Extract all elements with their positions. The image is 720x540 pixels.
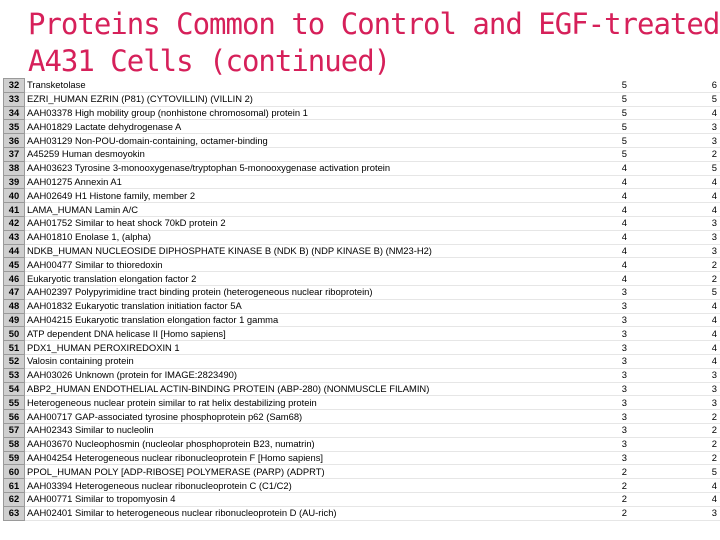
protein-name-cell: NDKB_HUMAN NUCLEOSIDE DIPHOSPHATE KINASE B (NDK B) (NDP KINASE B) (NM23-H2) xyxy=(25,244,568,258)
table-row xyxy=(4,299,720,313)
table-row xyxy=(4,492,720,506)
control-count-cell: 4 xyxy=(567,189,647,203)
table-body xyxy=(4,79,720,521)
protein-name-cell: AAH03378 High mobility group (nonhistone chromosomal) protein 1 xyxy=(25,106,568,120)
row-number-cell: 60 xyxy=(4,465,25,479)
egf-count-cell: 3 xyxy=(647,396,720,410)
control-count-cell: 4 xyxy=(567,216,647,230)
control-count-cell: 4 xyxy=(567,203,647,217)
control-count-cell: 2 xyxy=(567,479,647,493)
protein-name-cell: AAH03026 Unknown (protein for IMAGE:2823490) xyxy=(25,368,568,382)
table-row xyxy=(4,341,720,355)
row-number-cell: 56 xyxy=(4,410,25,424)
row-number-cell: 63 xyxy=(4,506,25,520)
protein-name-cell: AAH01832 Eukaryotic translation initiation factor 5A xyxy=(25,299,568,313)
row-number-cell: 38 xyxy=(4,161,25,175)
table-row xyxy=(4,506,720,520)
protein-name-cell: AAH03129 Non-POU-domain-containing, octamer-binding xyxy=(25,134,568,148)
egf-count-cell: 4 xyxy=(647,313,720,327)
egf-count-cell: 3 xyxy=(647,368,720,382)
protein-name-cell: AAH04254 Heterogeneous nuclear ribonucleoprotein F [Homo sapiens] xyxy=(25,451,568,465)
row-number-cell: 46 xyxy=(4,272,25,286)
protein-name-cell: AAH03623 Tyrosine 3-monooxygenase/tryptophan 5-monooxygenase activation protein xyxy=(25,161,568,175)
egf-count-cell: 3 xyxy=(647,244,720,258)
protein-name-cell: AAH00717 GAP-associated tyrosine phosphoprotein p62 (Sam68) xyxy=(25,410,568,424)
protein-name-cell: AAH01829 Lactate dehydrogenase A xyxy=(25,120,568,134)
egf-count-cell: 2 xyxy=(647,147,720,161)
control-count-cell: 3 xyxy=(567,341,647,355)
protein-name-cell: AAH02401 Similar to heterogeneous nuclear ribonucleoprotein D (AU-rich) xyxy=(25,506,568,520)
row-number-cell: 40 xyxy=(4,189,25,203)
egf-count-cell: 4 xyxy=(647,175,720,189)
row-number-cell: 37 xyxy=(4,147,25,161)
egf-count-cell: 3 xyxy=(647,230,720,244)
protein-name-cell: AAH01810 Enolase 1, (alpha) xyxy=(25,230,568,244)
control-count-cell: 3 xyxy=(567,299,647,313)
control-count-cell: 5 xyxy=(567,92,647,106)
control-count-cell: 3 xyxy=(567,423,647,437)
protein-name-cell: AAH01275 Annexin A1 xyxy=(25,175,568,189)
row-number-cell: 42 xyxy=(4,216,25,230)
control-count-cell: 2 xyxy=(567,492,647,506)
row-number-cell: 35 xyxy=(4,120,25,134)
control-count-cell: 3 xyxy=(567,451,647,465)
row-number-cell: 48 xyxy=(4,299,25,313)
protein-name-cell: AAH04215 Eukaryotic translation elongation factor 1 gamma xyxy=(25,313,568,327)
egf-count-cell: 4 xyxy=(647,327,720,341)
control-count-cell: 4 xyxy=(567,258,647,272)
table-row xyxy=(4,258,720,272)
egf-count-cell: 4 xyxy=(647,203,720,217)
table-row xyxy=(4,313,720,327)
row-number-cell: 62 xyxy=(4,492,25,506)
control-count-cell: 3 xyxy=(567,354,647,368)
table-row xyxy=(4,203,720,217)
protein-name-cell: AAH02649 H1 Histone family, member 2 xyxy=(25,189,568,203)
protein-name-cell: ATP dependent DNA helicase II [Homo sapiens] xyxy=(25,327,568,341)
protein-name-cell: LAMA_HUMAN Lamin A/C xyxy=(25,203,568,217)
row-number-cell: 36 xyxy=(4,134,25,148)
row-number-cell: 52 xyxy=(4,354,25,368)
table-row xyxy=(4,354,720,368)
egf-count-cell: 2 xyxy=(647,258,720,272)
table-row xyxy=(4,368,720,382)
row-number-cell: 57 xyxy=(4,423,25,437)
table-row xyxy=(4,410,720,424)
page-title xyxy=(28,6,718,80)
table-row xyxy=(4,396,720,410)
table-row xyxy=(4,230,720,244)
table-row xyxy=(4,437,720,451)
control-count-cell: 3 xyxy=(567,410,647,424)
control-count-cell: 4 xyxy=(567,161,647,175)
table-row xyxy=(4,175,720,189)
table-row xyxy=(4,120,720,134)
row-number-cell: 32 xyxy=(4,79,25,93)
row-number-cell: 58 xyxy=(4,437,25,451)
row-number-cell: 54 xyxy=(4,382,25,396)
control-count-cell: 3 xyxy=(567,382,647,396)
protein-name-cell: PPOL_HUMAN POLY [ADP-RIBOSE] POLYMERASE (PARP) (ADPRT) xyxy=(25,465,568,479)
egf-count-cell: 3 xyxy=(647,382,720,396)
egf-count-cell: 2 xyxy=(647,437,720,451)
control-count-cell: 4 xyxy=(567,244,647,258)
table-row xyxy=(4,134,720,148)
control-count-cell: 3 xyxy=(567,285,647,299)
table-row xyxy=(4,451,720,465)
row-number-cell: 41 xyxy=(4,203,25,217)
table-row xyxy=(4,79,720,93)
title-line-1: Proteins Common to Control and EGF-treated xyxy=(28,7,720,41)
protein-name-cell: Transketolase xyxy=(25,79,568,93)
egf-count-cell: 3 xyxy=(647,216,720,230)
egf-count-cell: 3 xyxy=(647,120,720,134)
protein-name-cell: AAH03670 Nucleophosmin (nucleolar phosphoprotein B23, numatrin) xyxy=(25,437,568,451)
table-row xyxy=(4,92,720,106)
egf-count-cell: 5 xyxy=(647,465,720,479)
table-row xyxy=(4,327,720,341)
egf-count-cell: 3 xyxy=(647,506,720,520)
control-count-cell: 3 xyxy=(567,327,647,341)
protein-name-cell: ABP2_HUMAN ENDOTHELIAL ACTIN-BINDING PROTEIN (ABP-280) (NONMUSCLE FILAMIN) xyxy=(25,382,568,396)
control-count-cell: 3 xyxy=(567,437,647,451)
protein-name-cell: AAH01752 Similar to heat shock 70kD protein 2 xyxy=(25,216,568,230)
table-row xyxy=(4,216,720,230)
control-count-cell: 5 xyxy=(567,147,647,161)
control-count-cell: 3 xyxy=(567,368,647,382)
control-count-cell: 2 xyxy=(567,506,647,520)
table-row xyxy=(4,189,720,203)
table-row xyxy=(4,423,720,437)
row-number-cell: 43 xyxy=(4,230,25,244)
protein-name-cell: AAH00477 Similar to thioredoxin xyxy=(25,258,568,272)
control-count-cell: 3 xyxy=(567,396,647,410)
protein-name-cell: Eukaryotic translation elongation factor 2 xyxy=(25,272,568,286)
protein-name-cell: AAH03394 Heterogeneous nuclear ribonucleoprotein C (C1/C2) xyxy=(25,479,568,493)
egf-count-cell: 5 xyxy=(647,92,720,106)
protein-name-cell: AAH00771 Similar to tropomyosin 4 xyxy=(25,492,568,506)
control-count-cell: 5 xyxy=(567,120,647,134)
table-row xyxy=(4,382,720,396)
table-row xyxy=(4,147,720,161)
protein-name-cell: A45259 Human desmoyokin xyxy=(25,147,568,161)
protein-name-cell: EZRI_HUMAN EZRIN (P81) (CYTOVILLIN) (VILLIN 2) xyxy=(25,92,568,106)
row-number-cell: 51 xyxy=(4,341,25,355)
egf-count-cell: 4 xyxy=(647,492,720,506)
row-number-cell: 44 xyxy=(4,244,25,258)
egf-count-cell: 4 xyxy=(647,354,720,368)
table-row xyxy=(4,244,720,258)
control-count-cell: 4 xyxy=(567,272,647,286)
protein-name-cell: PDX1_HUMAN PEROXIREDOXIN 1 xyxy=(25,341,568,355)
table-row xyxy=(4,272,720,286)
egf-count-cell: 4 xyxy=(647,106,720,120)
table-row xyxy=(4,465,720,479)
egf-count-cell: 5 xyxy=(647,161,720,175)
control-count-cell: 3 xyxy=(567,313,647,327)
row-number-cell: 61 xyxy=(4,479,25,493)
title-line-2: A431 Cells (continued) xyxy=(28,44,391,78)
table-row xyxy=(4,285,720,299)
row-number-cell: 45 xyxy=(4,258,25,272)
row-number-cell: 53 xyxy=(4,368,25,382)
row-number-cell: 49 xyxy=(4,313,25,327)
row-number-cell: 33 xyxy=(4,92,25,106)
protein-name-cell: AAH02343 Similar to nucleolin xyxy=(25,423,568,437)
row-number-cell: 59 xyxy=(4,451,25,465)
control-count-cell: 5 xyxy=(567,134,647,148)
egf-count-cell: 4 xyxy=(647,299,720,313)
egf-count-cell: 6 xyxy=(647,79,720,93)
row-number-cell: 47 xyxy=(4,285,25,299)
egf-count-cell: 2 xyxy=(647,272,720,286)
protein-table xyxy=(3,78,715,521)
control-count-cell: 4 xyxy=(567,230,647,244)
row-number-cell: 55 xyxy=(4,396,25,410)
egf-count-cell: 4 xyxy=(647,341,720,355)
protein-name-cell: Valosin containing protein xyxy=(25,354,568,368)
protein-name-cell: Heterogeneous nuclear protein similar to rat helix destabilizing protein xyxy=(25,396,568,410)
egf-count-cell: 4 xyxy=(647,479,720,493)
table-row xyxy=(4,479,720,493)
egf-count-cell: 2 xyxy=(647,410,720,424)
egf-count-cell: 4 xyxy=(647,189,720,203)
control-count-cell: 2 xyxy=(567,465,647,479)
egf-count-cell: 5 xyxy=(647,285,720,299)
table-row xyxy=(4,161,720,175)
egf-count-cell: 3 xyxy=(647,134,720,148)
protein-name-cell: AAH02397 Polypyrimidine tract binding protein (heterogeneous nuclear riboprotein) xyxy=(25,285,568,299)
control-count-cell: 4 xyxy=(567,175,647,189)
egf-count-cell: 2 xyxy=(647,451,720,465)
egf-count-cell: 2 xyxy=(647,423,720,437)
row-number-cell: 39 xyxy=(4,175,25,189)
row-number-cell: 50 xyxy=(4,327,25,341)
control-count-cell: 5 xyxy=(567,106,647,120)
control-count-cell: 5 xyxy=(567,79,647,93)
row-number-cell: 34 xyxy=(4,106,25,120)
table-row xyxy=(4,106,720,120)
